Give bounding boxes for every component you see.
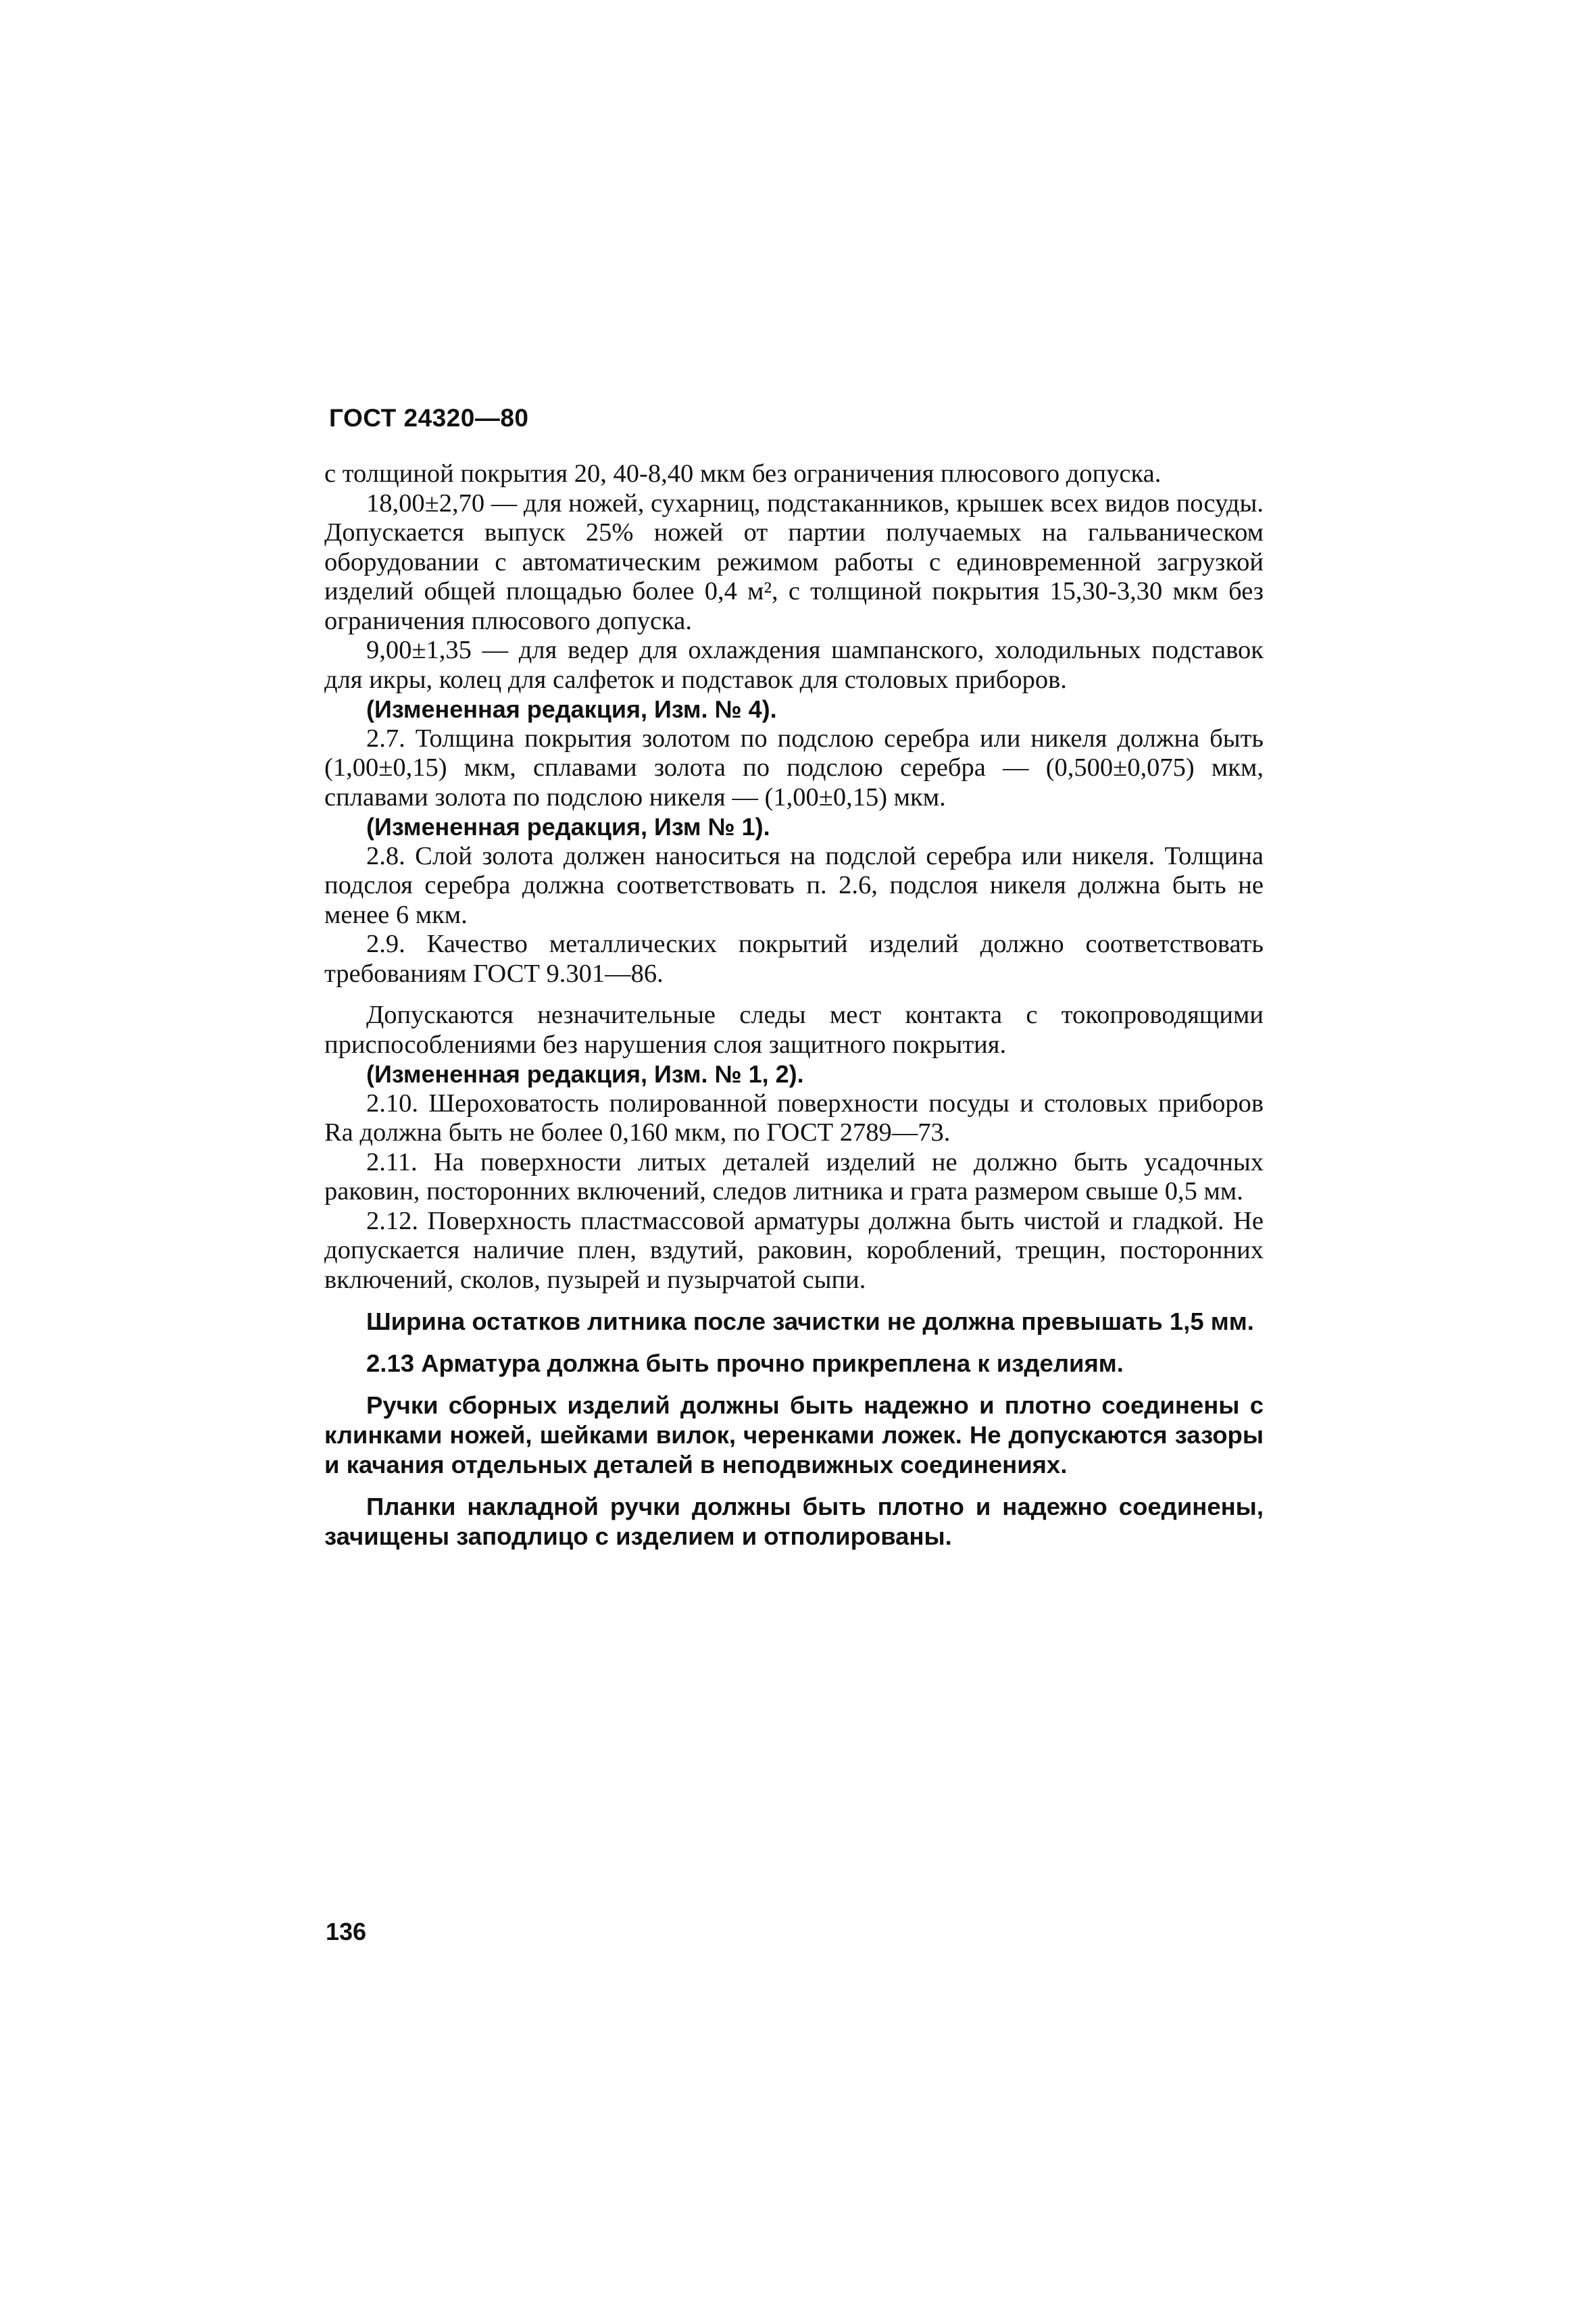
paragraph: 2.8. Слой золота должен наноситься на подслой серебра или никеля. Толщина подслоя серебра должна соответствовать п. 2.6, подслоя никеля должна быть не менее 6 мкм. — [324, 841, 1264, 929]
paragraph: 2.13 Арматура должна быть прочно прикреплена к изделиям. — [366, 1349, 1124, 1377]
paragraph: Допускаются незначительные следы мест контакта с токопроводящими приспособлениями без нарушения слоя защитного покрытия. — [324, 1001, 1264, 1059]
page-number: 136 — [326, 1918, 367, 1945]
paragraph: 2.9. Качество металлических покрытий изделий должно соответствовать требованиям ГОСТ 9.301—86. — [324, 930, 1264, 988]
paragraph: 18,00±2,70 — для ножей, сухарниц, подстаканников, крышек всех видов посуды. Допускается выпуск 25% ножей от партии получаемых на гальваническом оборудовании с автоматическим режимом работы с единовременной загрузкой изделий общей площадью более 0,4 м², с толщиной покрытия 15,30-3,30 мкм без ограничения плюсового допуска. — [324, 489, 1264, 635]
paragraph: 2.10. Шероховатость полированной поверхности посуды и столовых приборов Ra должна быть не более 0,160 мкм, по ГОСТ 2789—73. — [324, 1089, 1264, 1147]
document-body — [324, 459, 1264, 1551]
paragraph: 2.12. Поверхность пластмассовой арматуры должна быть чистой и гладкой. Не допускается наличие плен, вздутий, раковин, короблений, трещин, посторонних включений, сколов, пузырей и пузырчатой сыпи. — [324, 1206, 1264, 1294]
paragraph: 2.7. Толщина покрытия золотом по подслою серебра или никеля должна быть (1,00±0,15) мкм, сплавами золота по подслою серебра — (0,500±0,075) мкм, сплавами золота по подслою никеля — (1,00±0,15) мкм. — [324, 724, 1264, 812]
paragraph: 9,00±1,35 — для ведер для охлаждения шампанского, холодильных подставок для икры, колец для салфеток и подставок для столовых приборов. — [324, 636, 1264, 694]
paragraph: Ширина остатков литника после зачистки не должна превышать 1,5 мм. — [366, 1308, 1254, 1335]
amendment-note: (Измененная редакция, Изм. № 4). — [366, 695, 777, 723]
paragraph: с толщиной покрытия 20, 40-8,40 мкм без ограничения плюсового допуска. — [324, 459, 1162, 488]
amendment-note: (Измененная редакция, Изм. № 1, 2). — [366, 1060, 804, 1088]
amendment-note: (Измененная редакция, Изм № 1). — [366, 813, 770, 841]
page-header: ГОСТ 24320—80 — [329, 404, 529, 432]
paragraph: 2.11. На поверхности литых деталей изделий не должно быть усадочных раковин, посторонних включений, следов литника и грата размером свыше 0,5 мм. — [324, 1147, 1264, 1205]
paragraph: Планки накладной ручки должны быть плотно и надежно соединены, зачищены заподлицо с изделием и отполированы. — [324, 1493, 1264, 1550]
paragraph: Ручки сборных изделий должны быть надежно и плотно соединены с клинками ножей, шейками вилок, черенками ложек. Не допускаются зазоры и качания отдельных деталей в неподвижных соединениях. — [324, 1391, 1264, 1478]
